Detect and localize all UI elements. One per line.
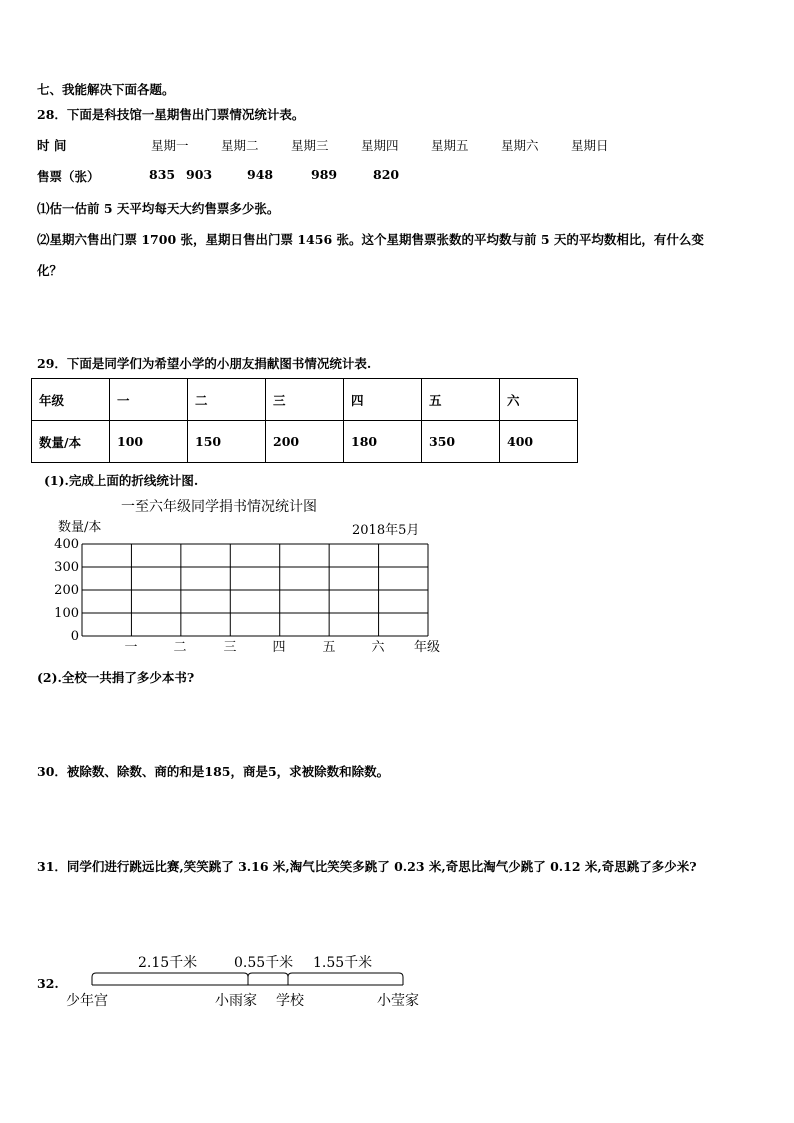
q28-title: 28．下面是科技馆一星期售出门票情况统计表。 xyxy=(37,107,305,122)
chart-x-ticks xyxy=(124,639,440,655)
segment-label-2: 0.55千米 xyxy=(234,955,294,971)
x-tick-3: 三 xyxy=(223,640,237,655)
table-value-1: 100 xyxy=(110,421,188,463)
place-label-4: 小莹家 xyxy=(377,993,419,1009)
table-grade-4: 四 xyxy=(344,379,422,421)
table-value-6: 400 xyxy=(500,421,578,463)
q28-ticket-1: 835 xyxy=(149,167,176,182)
q28-day-3: 星期三 xyxy=(291,138,329,153)
q29-sub2: (2).全校一共捐了多少本书? xyxy=(37,670,195,685)
chart-xlabel: 年级 xyxy=(414,640,441,655)
table-grade-2: 二 xyxy=(188,379,266,421)
x-tick-5: 五 xyxy=(322,640,336,655)
q28-ticket-5: 820 xyxy=(373,167,400,182)
table-value-4: 180 xyxy=(344,421,422,463)
chart-grid xyxy=(82,544,428,636)
chart-title: 一至六年级同学捐书情况统计图 xyxy=(121,499,317,515)
table-row-values xyxy=(32,421,578,463)
q28-day-1: 星期一 xyxy=(151,138,189,153)
q28-ticket-label: 售票（张） xyxy=(37,169,100,184)
brace-segment-2 xyxy=(248,973,288,985)
donation-line-chart xyxy=(0,490,794,660)
q28-day-7: 星期日 xyxy=(571,138,609,153)
q28-day-2: 星期二 xyxy=(221,138,259,153)
y-tick-100: 100 xyxy=(54,606,79,621)
q28-sub1: ⑴估一估前 5 天平均每天大约售票多少张。 xyxy=(37,201,280,216)
q29-table xyxy=(31,378,578,463)
place-label-3: 学校 xyxy=(276,993,304,1009)
table-value-label: 数量/本 xyxy=(32,421,110,463)
chart-date: 2018年5月 xyxy=(352,523,420,538)
table-value-5: 350 xyxy=(422,421,500,463)
place-label-2: 小雨家 xyxy=(215,993,257,1009)
q28-ticket-2: 903 xyxy=(186,167,213,182)
section-title: 七、我能解决下面各题。 xyxy=(37,82,175,97)
x-tick-1: 一 xyxy=(124,640,138,655)
x-tick-6: 六 xyxy=(371,640,385,655)
brace-segment-1 xyxy=(92,973,248,985)
table-grade-3: 三 xyxy=(266,379,344,421)
table-header-label: 年级 xyxy=(32,379,110,421)
q28-ticket-3: 948 xyxy=(247,167,274,182)
q28-day-6: 星期六 xyxy=(501,138,539,153)
x-tick-2: 二 xyxy=(173,640,187,655)
q30-text: 30．被除数、除数、商的和是185，商是5，求被除数和除数。 xyxy=(37,764,390,779)
segment-label-3: 1.55千米 xyxy=(313,955,373,971)
x-tick-4: 四 xyxy=(272,640,286,655)
q28-time-label: 时 间 xyxy=(37,138,67,153)
brace-segment-3 xyxy=(288,973,403,985)
y-tick-200: 200 xyxy=(54,583,79,598)
place-label-1: 少年宫 xyxy=(66,993,108,1009)
chart-ylabel: 数量/本 xyxy=(58,520,102,535)
table-row-header xyxy=(32,379,578,421)
q32-number: 32. xyxy=(37,976,59,991)
y-tick-300: 300 xyxy=(54,560,79,575)
q28-day-4: 星期四 xyxy=(361,138,399,153)
table-value-2: 150 xyxy=(188,421,266,463)
q29-title: 29．下面是同学们为希望小学的小朋友捐献图书情况统计表. xyxy=(37,356,372,371)
q31-text: 31．同学们进行跳远比赛,笑笑跳了 3.16 米,淘气比笑笑多跳了 0.23 米,奇思比淘气少跳了 0.12 米,奇思跳了多少米? xyxy=(37,859,697,874)
q28-ticket-4: 989 xyxy=(311,167,338,182)
y-tick-0: 0 xyxy=(70,629,79,644)
y-tick-400: 400 xyxy=(54,537,79,552)
q28-sub2-line1: ⑵星期六售出门票 1700 张，星期日售出门票 1456 张。这个星期售票张数的平均数与前 5 天的平均数相比，有什么变 xyxy=(37,232,704,247)
table-value-3: 200 xyxy=(266,421,344,463)
q32-distance-diagram xyxy=(0,945,794,1015)
q28-sub2-line2: 化？ xyxy=(37,263,63,278)
chart-y-ticks xyxy=(54,537,79,644)
table-grade-5: 五 xyxy=(422,379,500,421)
table-grade-1: 一 xyxy=(110,379,188,421)
q29-sub1: (1).完成上面的折线统计图. xyxy=(44,473,199,488)
table-grade-6: 六 xyxy=(500,379,578,421)
segment-label-1: 2.15千米 xyxy=(138,955,198,971)
q28-day-5: 星期五 xyxy=(431,138,469,153)
